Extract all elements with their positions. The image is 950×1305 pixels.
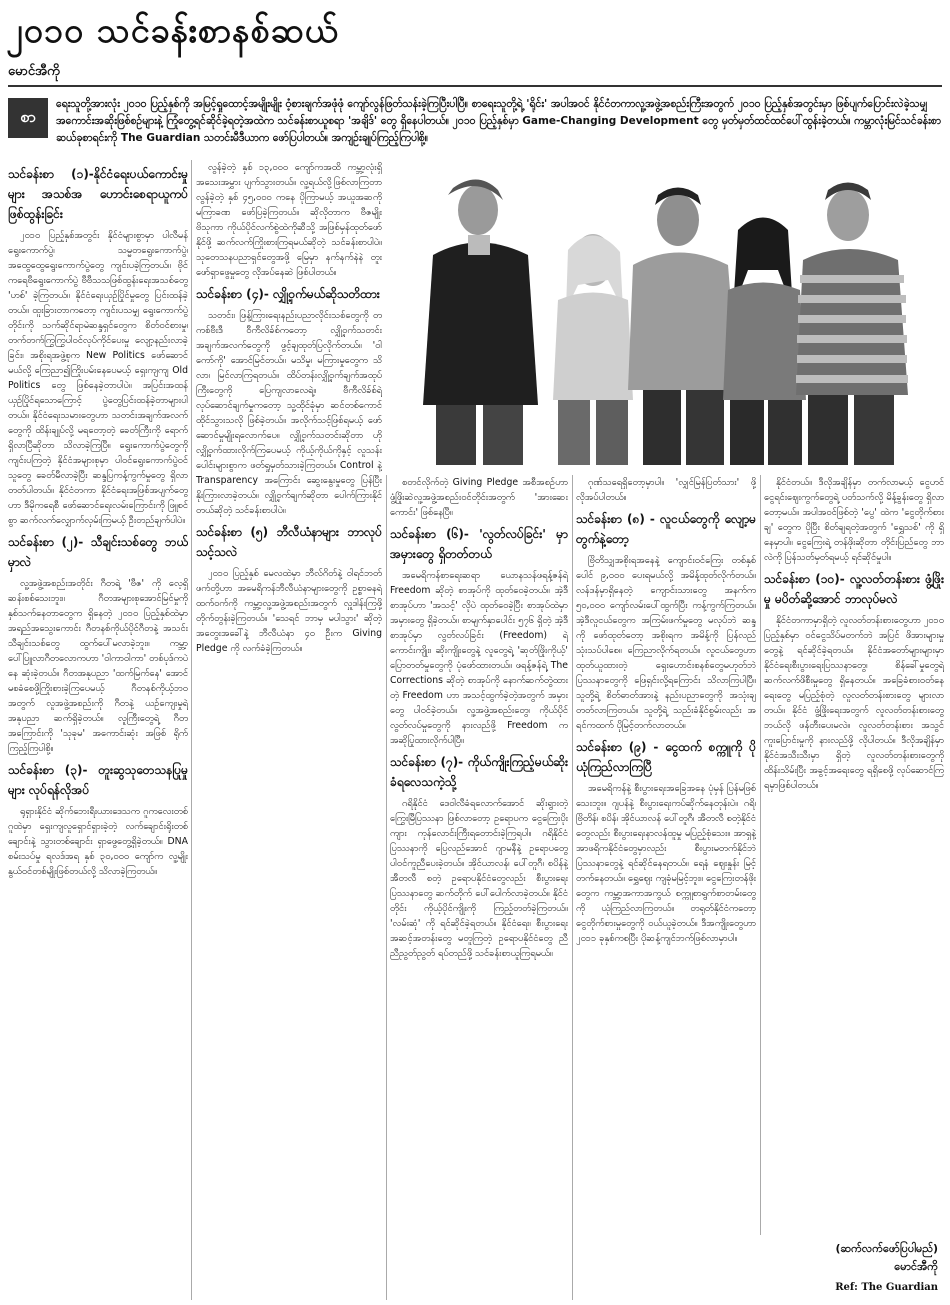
body-paragraph: ဂုဏ်သရေရှိတော့မှာပါ။ 'လျှင်မြန်ပြတ်သား' ဖို့ လိုအပ်ပါတယ်။ (576, 477, 756, 503)
column-3 (390, 475, 568, 1300)
continued-note: (ဆက်လက်ဖော်ပြပါမည်) (835, 1242, 938, 1255)
lesson-heading: သင်ခန်းစာ (၇)- ကိုယ်ကျိုးကြည့်မယ်ဆိုးခံရလေသကဲ့သို့ (390, 755, 568, 789)
group-of-young-people-photo (408, 160, 942, 465)
column-4 (576, 475, 756, 1300)
body-paragraph: ရုရှားနိုင်ငံ ဆိုက်ဘေးရီးယားဒေသက ဂူကလေးတစ်ဂူထဲမှာ ရှေးကျလူရှောင်ရှားခဲ့တဲ့ လက်ချောင်းရိုးတစ်ချောင်းနဲ့ သွားတစ်ချောင်း ရှာဖွေတွေ့ရှိခဲ့တယ်။ DNA စမ်းသပ်မှု ရလဒ်အရ နှစ် ၃၀,၀၀၀ ကျော်က လူ့မျိုးနွယ်ဝင်တစ်မျိုးဖြစ်တယ်လို့ သိလာခဲ့ကြတယ်။ (8, 806, 188, 877)
column-1 (8, 160, 188, 1300)
signoff-author: မောင်အီကို (894, 1260, 938, 1273)
lesson-heading: သင်ခန်းစာ (၆)- 'လွတ်လပ်ခြင်း' မှာ အမှားတွေ ရှိတတ်တယ် (390, 527, 568, 561)
body-paragraph: ၂၀၁၀ ပြည့်နှစ်အတွင်း နိုင်ငံများစွာမှာ ပါလီမန်ရွေးကောက်ပွဲ၊ သမ္မတရွေးကောက်ပွဲ၊ အထွေထွေရွေးကောက်ပွဲတွေ ကျင်းပခဲ့ကြတယ်။ ဗိုင်ကရေဗီရွေးကောက်ပွဲ ဗီဗီသသဖြစ်ထွန်းရေးအသစ်တွေ 'ဟစ်' ခဲ့ကြတယ်။ နိုင်ငံရေးယှဉ်ပြိုင်မှုတွေ ပြင်းထန်ခဲ့တယ်။ ထူးခြားတာကတော့ ကျင်းပသမျှ ရွေးကောက်ပွဲတိုင်းကို သက်ဆိုင်ရာမဲဆန္ဒရှင်တွေက စိတ်ဝင်စားမှု၊ တက်တက်ကြွကြွပါဝင်လုပ်ကိုင်ပေးမှု လျော့နည်းလာခဲ့ခြင်း၊ အစိုးရအဖွဲ့စုက New Politics ဖော်ဆောင်မယ်လို့ ကြေညာ၍ကြိုးပမ်းနေပေမယ့် ရှေးကျကျ Old Politics တွေ ဖြစ်နေခဲ့တာပါပဲ။ အပြင်းအထန် ယှဉ်ပြိုင်ရသောကြောင့် ပွဲတွေပြင်းထန်ခဲ့တာများပါတယ်။ နိုင်ငံရေးသမားတွေဟာ သတင်းအချက်အလက်တွေကို ထိန်းချုပ်လို့ မရတော့တဲ့ ခေတ်ကြီးကို ရောက်ရှိလာပြီဆိုတာ သိလာခဲ့ကြပြီ။ ရွေးကောက်ပွဲတွေကို ကျင်းပကြတဲ့ နိုင်ငံအများစုမှာ ပါဝင်ရွေးကောက်ပွဲဝင်သူတွေ ခေတ်မီလာခဲ့ပြီး ဆန္ဒပြကန့်ကွက်မှုတွေ ရှိလာတတ်ပါတယ်။ နိုင်ငံတကာ နိုင်ငံရေးအဖြစ်အပျက်တွေဟာ ဒီမိုကရေစီ ဖော်ဆောင်ရေးလမ်းကြောင်းကို ဖြူစင်စွာ ဆက်လက်လျှောက်လှမ်းကြမယ့် ဦးတည်ချက်ပါပဲ။ (8, 230, 188, 526)
lesson-heading: သင်ခန်းစာ (၂)- သီချင်းသစ်တွေ ဘယ်မှာလဲ (8, 535, 188, 569)
column-5 (764, 475, 944, 1235)
body-paragraph: ဂရိနိုင်ငံ ဒေဝါလီခံရလောက်အောင် ဆိုးရွားတဲ့ကြွေးမြီပြဿနာ ဖြစ်လာတော့ ဥရောပက ငွေကြေးပိုး ကျား ကုန်လောင်းကြီးရတောင်းခဲ့ကြရပါ။ ဂရိနိုင်ငံ ပြဿနာကို ပြေလည်အောင် ဂျာမနီနဲ့ ဥရောပတွေ ပါဝင်ကူညီပေးခဲ့တယ်။ အိုင်ယာလန်၊ ပေါ်တူဂီ၊ စပိန်နဲ့ အီတလီ စတဲ့ ဥရောပနိုင်ငံတွေလည်း စီးပွားရေး ပြဿနာတွေ ဆက်တိုက် ပေါ်ပေါက်လာခဲ့တယ်။ နိုင်ငံတိုင်း ကိုယ့်ပိုင်ကျိုးကို ကြည့်တတ်ခဲ့ကြတယ်။ 'လမ်းဆုံ' ကို ရင်ဆိုင်ခဲ့ရတယ်။ နိုင်ငံရေး၊ စီးပွားရေးအဆင့်အတန်းတွေ မတူကြတဲ့ ဥရောပနိုင်ငံတွေ ညီညီညွတ်ညွတ် ရပ်တည်ဖို့ သင်ခန်းစာယူကြရမယ်။ (390, 798, 568, 959)
column-divider (191, 160, 192, 1300)
body-paragraph: နိုင်ငံတကာမှာရှိတဲ့ လူလတ်တန်းစားတွေဟာ ၂၀၁၀ ပြည့်နှစ်မှာ ဝင်ငွေသိပ်မတက်ဘဲ အပြင် ဖိအားများမှုတွေနဲ့ ရင်ဆိုင်ခဲ့ရတယ်။ နိုင်ငံအတော်များများမှာ နိုင်ငံရေးစီးပွားရေးပြဿနာတွေ၊ စိန်ခေါ်မှုတွေရဲ့ ဆက်လက်ဖိစီးမှုတွေ ရှိနေတယ်။ အခြေခံစားဝတ်နေရေးတွေ မပြည့်စုံတဲ့ လူလတ်တန်းစားတွေ များလာတယ်။ နိုင်ငံ ဖွံ့ဖြိုးရေးအတွက် လူလတ်တန်းစားတွေ ဘယ်လို ဖန်တီးပေးမလဲ။ လူလတ်တန်းစား အသွင်ကူးပြောင်းမှုကို နားလည်ဖို့ လိုပါတယ်။ ဒီလိုအချိန်မှာ နိုင်ငံအသီးသီးမှာ ရှိတဲ့ လူလတ်တန်းစားတွေကို ထိန်းသိမ်းပြီး အခွင့်အရေးတွေ ရရှိစေဖို့ လုပ်ဆောင်ကြရမှာဖြစ်ပါတယ်။ (764, 615, 944, 791)
body-paragraph: ဗြိတိသျှအစိုးရအနေနဲ့ ကျောင်းဝင်ကြေး တစ်နှစ် ပေါင် ၉,၀၀၀ ပေးရမယ်လို့ အမိန့်ထုတ်လိုက်တယ်။ လန်ဒန်မှာရှိနေတဲ့ ကျောင်းသားတွေ အနက်က ၅၀,၀၀၀ ကျော်လမ်းပေါ်ထွက်ပြီး ကန့်ကွက်ကြတယ်။ အဲ့ဒီလူငယ်တွေက အကြမ်းဖက်မှုတွေ မလုပ်ဘဲ ဆန္ဒကို ဖော်ထုတ်တော့ အစိုးရက အမိန့်ကို ပြန်လည်သုံးသပ်ပါစေ။ ကြေညာလိုက်ရတယ်။ လူငယ်တွေဟာ ထုတ်ယူထားတဲ့ ရှေးဟောင်းစနစ်တွေမဟုတ်ဘဲ ပြဿနာတွေကို ဖြေရှင်းလို့ရကြောင်း သိလာကြပါပြီ။ သူတို့ရဲ့ စိတ်ဓာတ်အားနဲ့ နည်းပညာတွေကို အသုံးချတတ်လာကြတယ်။ သူတို့ရဲ့ သည်းခံနိုင်စွမ်းလည်း အရင်ကထက် ပိုမြင့်တက်လာတယ်။ (576, 555, 756, 731)
intro-block (8, 96, 942, 152)
intro-dropcap: စာ (8, 98, 48, 138)
lesson-heading: သင်ခန်းစာ (၈) - လူငယ်တွေကို လျော့မတွက်နဲ့တော့ (576, 512, 756, 546)
lesson-heading: သင်ခန်းစာ (၉) - ငွေထက် စက္ကူကို ပိုယုံကြည်လာကြပြီ (576, 740, 756, 774)
lesson-heading: သင်ခန်းစာ (၅) ဘီလီယံနာများ ဘာလုပ်သင့်သလဲ (196, 525, 382, 559)
body-paragraph: လူ့အဖွဲ့အစည်းအတိုင်း ဂီတရဲ့ 'ဗီဇ' ကို လေ့ရှိဆန်းစစ်သေးဘူး။ ဂီတအများစုအောင်မြင်မှုကို နှစ်သက်နေတာတွေက ရှိနေတဲ့ ၂၀၁၀ ပြည့်နှစ်ထဲမှာ အရည်အသွေးကောင်း ဂီတနစ်ကိုယ်ပိုင်ဂီတနဲ့ အသင်း သီချင်းသစ်တွေ ထွက်ပေါ်မလာခဲ့ဘူး။ ကမ္ဘာ့ပေါ်ပြူလာဂီတလောကဟာ 'ဝါကာဝါကာ' တစ်ပုဒ်ကပဲ နေ ဆုံးခဲ့တယ်။ ဂီတအနုပညာ 'ထက်မြက်နေ' အောင် မစခံစေဖို့ကြိုးစားခဲ့ကြပေမယ့် ဂီတနစ်ကိုယ့်ဘဝအတွက် လူအဖွဲ့အစည်းကို ဂီတနဲ့ ယဉ်ကျေးမှုရဲ့ အနုပညာ ဆက်ရှိခဲ့တယ်။ လူကြီးတွေရဲ့ ဂီတအကြောင်းကို 'သုခုမ' အကောင်းဆုံး အဖြစ် ရိုက်ကြည့်ကြပါစို့။ (8, 578, 188, 754)
body-paragraph: သတင်း၊ ဖြန့်ကြားရေးနည်းပညာလိုင်းသစ်တွေကို တကစ်ဗီးဒီ ဝီကီလိခ်စ်ကတော့ လျှို့ဝှက်သတင်းအချက်အလက်တွေကို ဖွင့်ချထုတ်ပြလိုက်တယ်။ 'ဝါကော်ကို' အောင်မြင်တယ်။ မသိမှု၊ မကြားမှုတွေက သိလာ၊ မြင်လာကြရတယ်။ ထိပ်တန်းလျှို့ဝှက်ချက်အထုပ်ကြီးတွေကို ပြေကျလာလေရဲ့။ ဗီကီလိခ်စ်ရဲ့ လုပ်ဆောင်ချက်မှုကတော့ သူ့ထိုင်ခုံမှာ ဆင်တစ်ကောင် ထိုင်သွားသလို ဖြစ်ခဲ့တယ်။ အလိုက်သင့်ဖြစ်ရမယ့် ဖော်ဆောင်မှုမျိုးရလောက်ပေ။ လျှို့ဝှက်သတင်းဆိုတာ ဟို လျှို့ဝှက်ထားလိုက်ကြပေမယ့် ကိုယ့်ကိုယ်ကိုနှင့် လူသန်းပေါင်းများစွာက ဖတ်ရှုမှတ်သားခဲ့ကြတယ်။ Control နဲ့ Transparency အကြောင်း ဆွေးနွေးမှုတွေ ပြန်ပြီး နိုးကြားလာခဲ့တယ်။ လျှို့ဝှက်ချက်ဆိုတာ ပေါက်ကြားနိုင်တယ်ဆိုတဲ့ သင်ခန်းစာပါပဲ။ (196, 310, 382, 516)
lesson-heading: သင်ခန်းစာ (၃)- တူးဆွသုတေသနပြုမှုများ လုပ်ရန်လိုအပ် (8, 763, 188, 797)
intro-text: ရေးသူတို့အားလုံး ၂၀၁၀ ပြည့်နှစ်ကို အမြင့်ရှုထောင့်အမျိုးမျိုး ဝံ့စားချက်အဖုံဖုံ ကျော်လွန်ဖြတ်သန်းခဲ့ကြပြီးပါပြီ။ စာရေးသူတို့ရဲ့ 'ရိုင်း' အပါအဝင် နိုင်ငံတကာလူ့အဖွဲ့အစည်းကြီးအတွက် ၂၀၁၀ ပြည့်နှစ်အတွင်းမှာ ဖြစ်ပျက်ပြောင်းလဲခဲ့သမျှ အကောင်းအဆိုးဖြစ်စဉ်များနဲ့ ကြုံတွေ့ရင်ဆိုင်ခဲ့ရတဲ့အထဲက သင်ခန်းစာယူစရာ 'အချိဒ်' တွေ ရှိနေပါတယ်။ ၂၀၁၀ ပြည့်နှစ်မှာ Game-Changing Development တွေ မှတ်မှတ်ထင်ထင်ပေါ်ထွန်းခဲ့တယ်။ ကမ္ဘာလုံးမြင်သင်ခန်းစာဆယ်ခုစာရင်းကို The Guardian သတင်းမီဒီယာက ဖော်ပြပါတယ်။ အကျဉ်းချုပ်ကြည့်ကြပါစို့။ (56, 98, 941, 144)
article-author: မောင်အီကို (8, 64, 60, 79)
body-paragraph: စတင်လိုက်တဲ့ Giving Pledge အစီအစဉ်ဟာ ဖွံ့ဖြိုးဆဲလူ့အဖွဲ့အစည်းဝင်တိုင်းအတွက် 'အားဆေး ကောင်း' ဖြစ်နေပြီ။ (390, 477, 568, 518)
reference-note: Ref: The Guardian (835, 1282, 938, 1293)
article-title: ၂၀၁၀ သင်ခန်းစာနစ်ဆယ် (6, 11, 339, 51)
column-2 (196, 160, 382, 1300)
column-divider (386, 475, 387, 1300)
column-divider (572, 475, 573, 1300)
title-divider (8, 85, 942, 87)
body-paragraph: အမေရိကန်စာရေးဆရာ ယောနသန်ဖရန့်ဇန်ရဲ့ Freedom ဆိုတဲ့ စာအုပ်ကို ထုတ်ဝေခဲ့တယ်။ အဲ့ဒီ စာအုပ်ဟာ 'အသင့်' လိုပဲ ထုတ်ဝေခဲ့ပြီး စာအုပ်ထဲမှာ အမှားတွေ ရှိခဲ့တယ်။ စာမျက်နှာပေါင်း ၅၇၆ ရှိတဲ့ အဲ့ဒီစာအုပ်မှာ လွတ်လပ်ခြင်း (Freedom) ရဲ့ ကောင်းကျိုး၊ ဆိုးကျိုးတွေနဲ့ လူတွေရဲ့ 'ဆုတ်ဖြိုးကိုယ့်' ပြောတတ်မှုတွေကို ပုံဖော်ထားတယ်။ ဖရန့်ဇန်ရဲ့ The Corrections ဆိုတဲ့ စာအုပ်ကို နောက်ဆက်တွဲထားတဲ့ Freedom ဟာ အသင့်ထွက်ခဲ့တဲ့အတွက် အမှားတွေ ပါဝင်ခဲ့တယ်။ လူ့အဖွဲ့အစည်းတွေ၊ ကိုယ်ပိုင်လွတ်လပ်မှုတွေကို နားလည်ဖို့ Freedom က အဆိုပြုထားလိုက်ပါပြီ။ (390, 570, 568, 746)
body-paragraph: အမေရိကန်နဲ့ စီးပွားရေးအခြေအနေ ပုံမှန် ပြန်မဖြစ်သေးဘူး။ ဂျပန်နဲ့ စီးပွားရေးကပ်ဆိုက်နေတုန်းပဲ။ ဂရိ၊ ဗြိတိန်၊ စပိန်၊ အိုင်ယာလန် ပေါ်တူဂီ၊ အီတလီ စတဲ့နိုင်ငံတွေလည်း စီးပွားရေးနာလန်ထူမှု မပြည့်စုံသေး။ အာရှနဲ့ အာဖရိကနိုင်ငံတွေမှာလည်း စီးပွားမတက်နိုင်ဘဲ ပြဿနာတွေနဲ့ ရင်ဆိုင်နေရတယ်။ ရေနံ ဈေးနှုန်း မြင့်တက်နေတယ်။ ရွှေဈေး ကျခုံမမြင့်ဘူး။ ငွေကြေးတန်ဖိုးတွေက ကမ္ဘာ့အကာအကွယ် စက္ကူစာရွက်စာတမ်းတွေကို ယုံကြည်လာကြတယ်။ တရုတ်နိုင်ငံကတော့ ငွေတိုက်စားမှုတွေကို ဝယ်ယူခဲ့တယ်။ ဒီအကျိုးတွေဟာ ၂၀၁၁ ခုနှစ်ကစပြီး ပိုဆန့်ကျင်ဘက်ဖြစ်လာမှာပါ။ (576, 783, 756, 944)
column-divider (760, 475, 761, 1235)
signoff (835, 1240, 938, 1276)
lesson-heading: သင်ခန်းစာ (၁)-နိုင်ငံရေးပယ်ကောင်းမှုများ အသစ်အ ဟောင်းစေရာယူကပ်ဖြစ်ထွန်းခြင်း (8, 167, 188, 221)
lesson-heading: သင်ခန်းစာ (၄)- လျှို့ဝှက်မယ်ဆိုသတိထား (196, 287, 380, 301)
lesson-heading: သင်ခန်းစာ (၁၀)- လူ့လတ်တန်းစား ဖွံ့ဖြိုးမှု မပိတ်ဆို့အောင် ဘာလုပ်မလဲ (764, 572, 944, 606)
body-paragraph: လွန်ခဲ့တဲ့ နှစ် ၁၃,၀၀၀ ကျော်ကအထိ ကမ္ဘာ့လုံးရှိအသေးအမွှား ပျက်သွားတယ်။ လူ့ရယ်လို့ဖြစ်လာကြတာ လွန်ခဲ့တဲ့ နှစ် ၄၅,၀၀၀ ကနေ ပိုကြာမယ့် အယူအဆကို မကြာခဏ ဖော်ပြခဲ့ကြတယ်။ ဆိုလိုတာက ဗီဇမျိုးဗိသုကာ ကိုယ်ပိုင်လက်စွဲထဲကိုဆီသို့ အဖြစ်မှန်ထုတ်ဖော်နိုင်ဖို့ ဆက်လက်ကြိုးစားကြရမယ်ဆိုတဲ့ သင်ခန်းစာပါပဲ။ သုတေသနပညာရှင်တွေအဖို့ မြေမှာ နက်နက်နဲနဲ တူးဖော်ရှာဖွေမှုတွေ လိုအပ်နေဆဲ ဖြစ်ပါတယ်။ (196, 162, 382, 278)
photo-illustration (408, 160, 942, 465)
body-paragraph: နိုင်ငံတယ်။ ဒီလိုအချိန်မှာ တက်လာမယ့် ငွေဟင်ငွေရင်းဈေးကွက်တွေရဲ့ ပတ်သက်လို့ မိန့်ခွန်းတွေ ရှိလာတော့မယ်။ အပါအဝင်ဖြစ်တဲ့ 'ပွေ' ထဲက 'ငွေတိုက်စားချ' တွေက ပိုပြီး စိတ်ချရတဲ့အတွက် 'ရွှေသစ်' ကို ရှိနေမှာပါ။ ငွေကြေးရဲ့ တန်ဖိုးဆိုတာ တိုင်းပြည်တွေ ဘာလဲကို ပြန်သတ်မှတ်ရမယ့် ရင်ဆိုင်မှုပါ။ (764, 477, 944, 563)
body-paragraph: ၂၀၁၀ ပြည့်နှစ် မေလထဲမှာ ဘီလ်ဂိတ်နဲ့ ဝါရင်ဘတ်ဖက်တို့ဟာ အမေရိကန်ဘီလီယံနာများတွေကို ဥစ္စာဓနရဲ့ ထက်ဝက်ကို ကမ္ဘာ့လူ့အဖွဲ့အစည်းအတွက် လှူဒါန်းကြဖို့ တိုက်တွန်းခဲ့ကြတယ်။ 'သေရင် ဘာမှ မပါသွား' ဆိုတဲ့အတွေးအခေါ်နဲ့ ဘီလီယံနာ ၄၀ ဦးက Giving Pledge ကို လက်ခံခဲ့ကြတယ်။ (196, 568, 382, 654)
